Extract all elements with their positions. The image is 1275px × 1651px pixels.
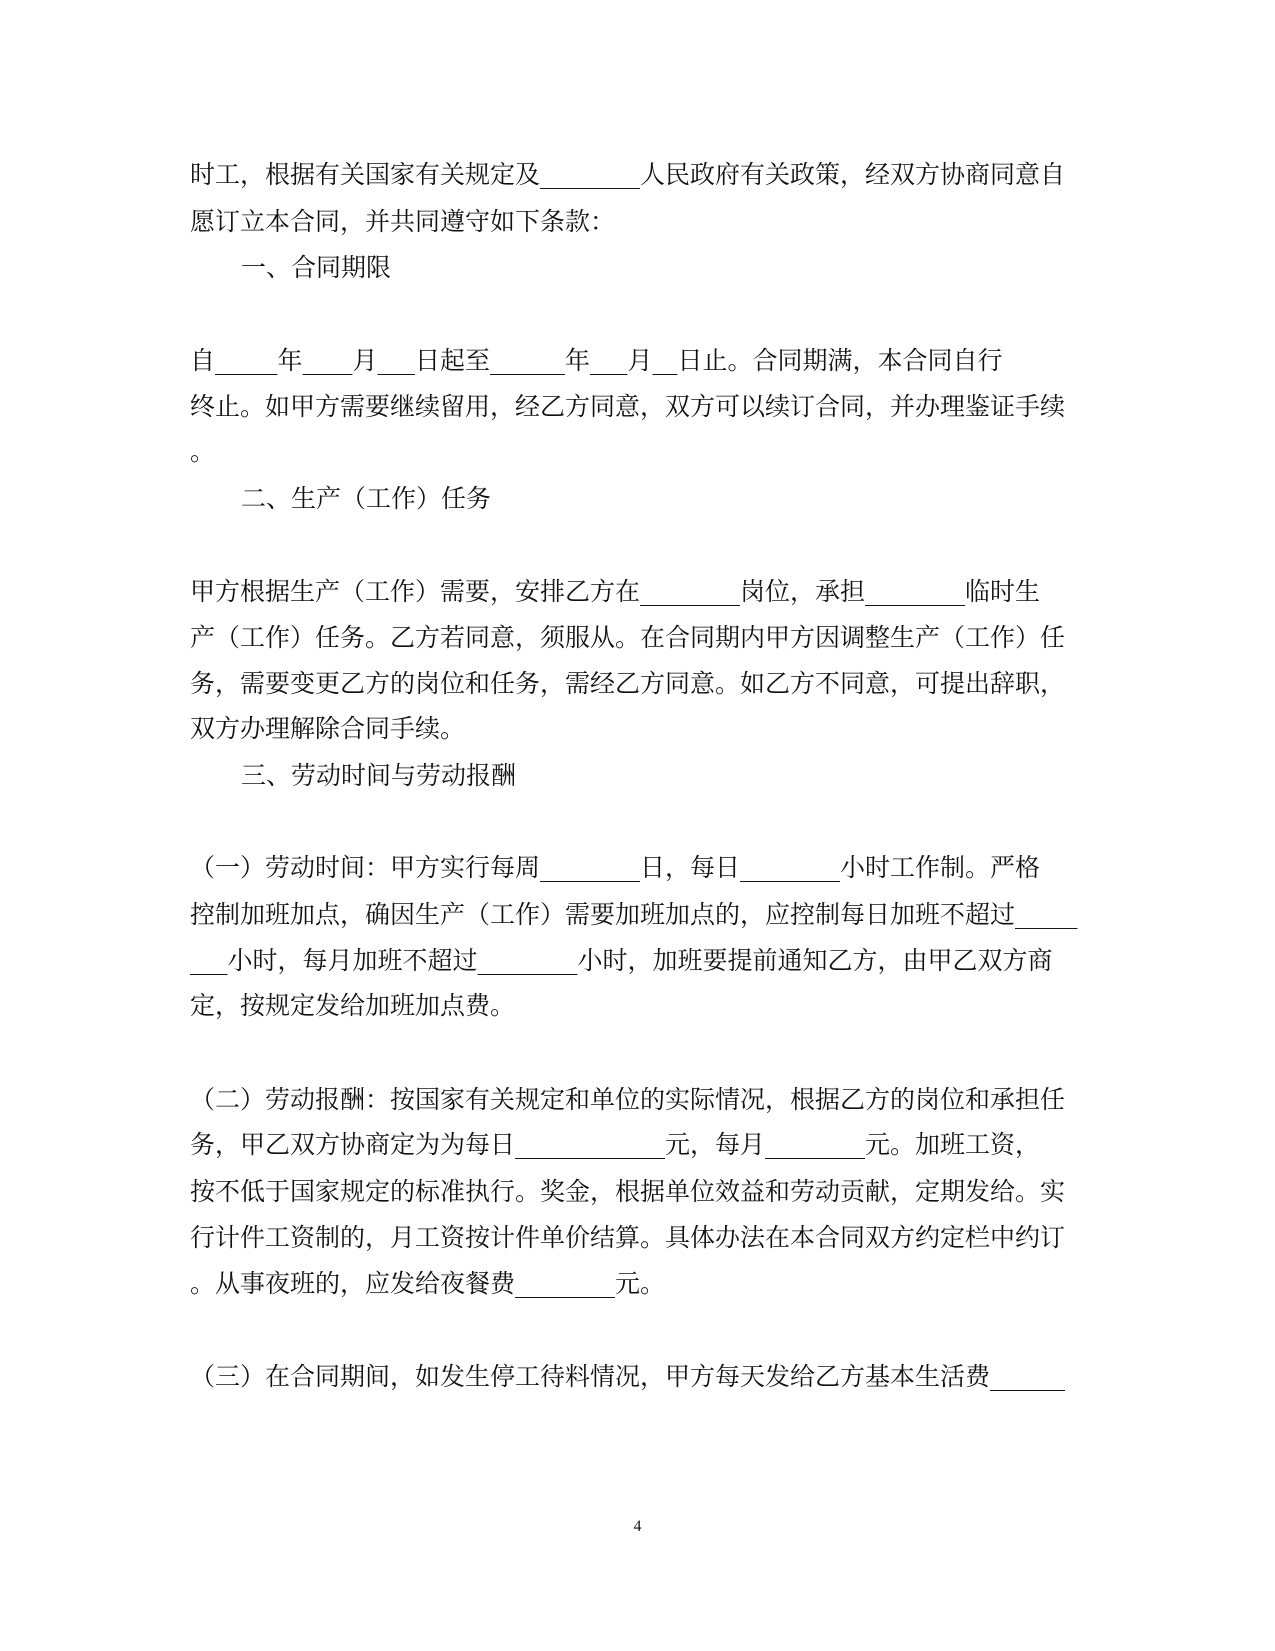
text-line: 终止。如甲方需要继续留用，经乙方同意，双方可以续订合同，并办理鉴证手续 xyxy=(190,392,1066,421)
text-line: 时工，根据有关国家有关规定及________人民政府有关政策，经双方协商同意自 xyxy=(190,160,1066,189)
text-line: 。从事夜班的，应发给夜餐费________元。 xyxy=(190,1269,666,1298)
text-line: 行计件工资制的，月工资按计件单价结算。具体办法在本合同双方约定栏中约订 xyxy=(190,1223,1066,1252)
text-line: 甲方根据生产（工作）需要，安排乙方在________岗位，承担________临时生 xyxy=(190,577,1041,606)
text-line: 产（工作）任务。乙方若同意，须服从。在合同期内甲方因调整生产（工作）任 xyxy=(190,623,1066,652)
text-line: 按不低于国家规定的标准执行。奖金，根据单位效益和劳动贡献，定期发给。实 xyxy=(190,1177,1066,1206)
text-line: （三）在合同期间，如发生停工待料情况，甲方每天发给乙方基本生活费______ xyxy=(190,1362,1066,1391)
text-line: 务，甲乙双方协商定为为每日____________元，每月________元。加班工资， xyxy=(190,1130,1041,1159)
text-line: ___小时，每月加班不超过________小时，加班要提前通知乙方，由甲乙双方商 xyxy=(190,946,1053,975)
text-line: 定，按规定发给加班加点费。 xyxy=(190,991,516,1020)
section-heading: 一、合同期限 xyxy=(241,253,392,282)
text-line: 务，需要变更乙方的岗位和任务，需经乙方同意。如乙方不同意，可提出辞职， xyxy=(190,669,1066,698)
text-line: 自_____年____月___日起至______年___月__日止。合同期满，本合同自行 xyxy=(190,346,1003,375)
page-number: 4 xyxy=(633,1518,642,1535)
section-heading: 二、生产（工作）任务 xyxy=(241,484,492,513)
section-heading: 三、劳动时间与劳动报酬 xyxy=(241,761,517,790)
text-line: 控制加班加点，确因生产（工作）需要加班加点的，应控制每日加班不超过_____ xyxy=(190,900,1078,929)
text-line: 愿订立本合同，并共同遵守如下条款： xyxy=(190,207,616,236)
text-line: （一）劳动时间：甲方实行每周________日，每日________小时工作制。严格 xyxy=(190,853,1041,882)
text-line: （二）劳动报酬：按国家有关规定和单位的实际情况，根据乙方的岗位和承担任 xyxy=(190,1085,1066,1114)
text-line: 。 xyxy=(190,437,216,466)
text-line: 双方办理解除合同手续。 xyxy=(190,714,466,743)
